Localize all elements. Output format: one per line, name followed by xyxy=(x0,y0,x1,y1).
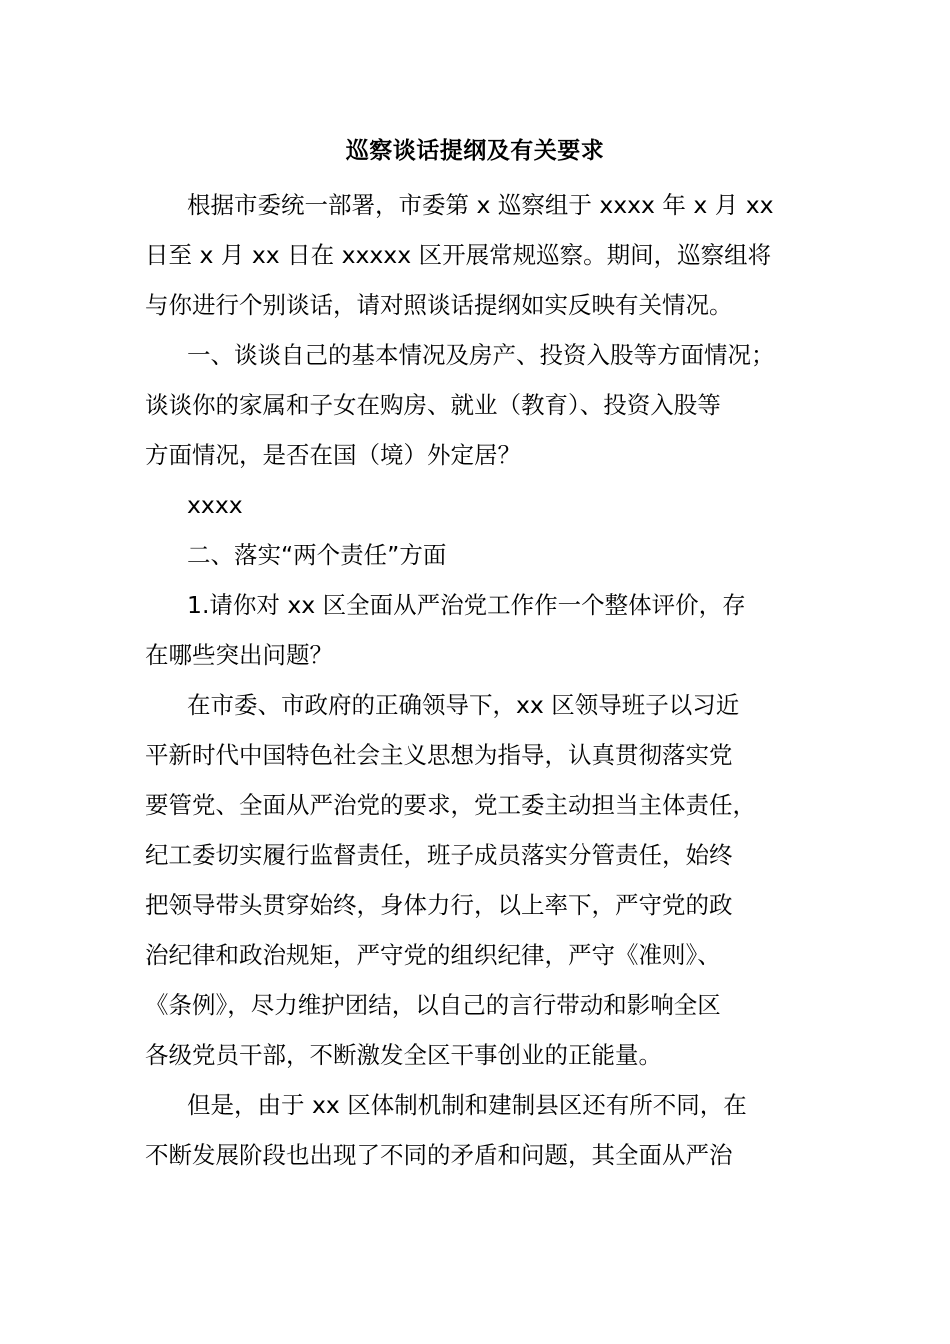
body-line: 《条例》，尽力维护团结，以自己的言行带动和影响全区 xyxy=(145,991,721,1019)
body-line: 日至 x 月 xx 日在 xxxxx 区开展常规巡察。期间，巡察组将 xyxy=(145,241,772,269)
body-line: 不断发展阶段也出现了不同的矛盾和问题，其全面从严治 xyxy=(145,1141,733,1169)
body-line: 一、谈谈自己的基本情况及房产、投资入股等方面情况； xyxy=(187,341,775,369)
body-line: 谈谈你的家属和子女在购房、就业（教育）、投资入股等 xyxy=(145,391,721,419)
body-line: 方面情况，是否在国（境）外定居？ xyxy=(145,441,521,469)
body-line: 把领导带头贯穿始终，身体力行，以上率下，严守党的政 xyxy=(145,891,733,919)
question-line: 在哪些突出问题？ xyxy=(145,641,333,669)
body-line: 各级党员干部，不断激发全区干事创业的正能量。 xyxy=(145,1041,662,1069)
body-line: 平新时代中国特色社会主义思想为指导，认真贯彻落实党 xyxy=(145,741,733,769)
body-line: 根据市委统一部署，市委第 x 巡察组于 xxxx 年 x 月 xx xyxy=(187,191,774,219)
body-line: 要管党、全面从严治党的要求，党工委主动担当主体责任， xyxy=(145,791,756,819)
document-body xyxy=(145,180,825,1180)
body-line: 但是，由于 xx 区体制机制和建制县区还有所不同，在 xyxy=(187,1091,747,1119)
body-line: 纪工委切实履行监督责任，班子成员落实分管责任，始终 xyxy=(145,841,733,869)
body-line: 治纪律和政治规矩，严守党的组织纪律，严守《准则》、 xyxy=(145,941,721,969)
document-title: 巡察谈话提纲及有关要求 xyxy=(345,138,605,164)
body-line: 与你进行个别谈话，请对照谈话提纲如实反映有关情况。 xyxy=(145,291,733,319)
question-line: 1.请你对 xx 区全面从严治党工作作一个整体评价，存 xyxy=(187,591,746,619)
section-heading: 二、落实“两个责任”方面 xyxy=(187,541,447,569)
body-line: xxxx xyxy=(187,491,243,519)
body-line: 在市委、市政府的正确领导下，xx 区领导班子以习近 xyxy=(187,691,740,719)
